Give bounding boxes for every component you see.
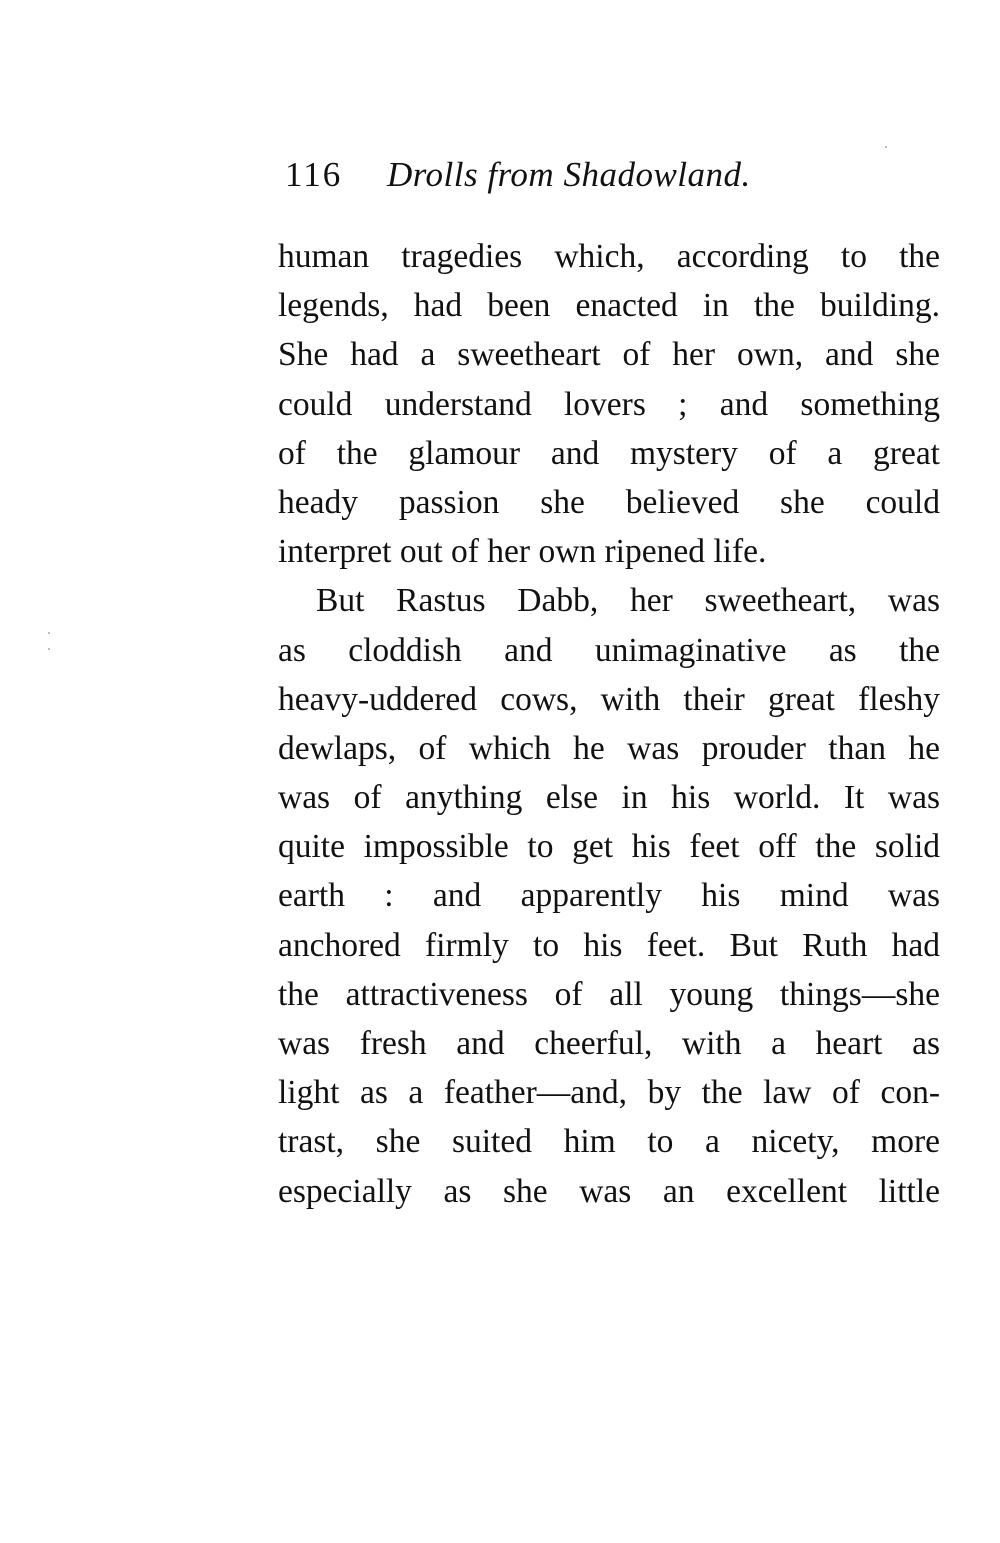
text-line: heavy-uddered cows, with their great fleshy: [278, 680, 940, 718]
text-line: She had a sweetheart of her own, and she: [278, 336, 940, 374]
text-line: anchored firmly to his feet. But Ruth had: [278, 926, 940, 964]
scan-speck: [885, 146, 887, 148]
running-header: [285, 150, 945, 200]
text-line: light as a feather—and, by the law of con-: [278, 1074, 940, 1112]
text-line: dewlaps, of which he was prouder than he: [278, 729, 940, 767]
text-line: especially as she was an excellent little: [278, 1172, 940, 1210]
text-line: earth : and apparently his mind was: [278, 877, 940, 915]
running-title: Drolls from Shadowland.: [386, 155, 751, 194]
text-line: could understand lovers ; and something: [278, 385, 940, 423]
text-line: of the glamour and mystery of a great: [278, 434, 940, 472]
scan-speck: [48, 632, 50, 634]
scan-speck: [48, 648, 50, 650]
text-line: as cloddish and unimaginative as the: [278, 631, 940, 669]
text-line: was fresh and cheerful, with a heart as: [278, 1025, 940, 1062]
text-line: legends, had been enacted in the building.: [278, 287, 940, 325]
body-text: [278, 232, 940, 1216]
text-line: heady passion she believed she could: [278, 483, 940, 521]
text-line: was of anything else in his world. It was: [278, 779, 940, 817]
text-line: trast, she suited him to a nicety, more: [278, 1123, 940, 1161]
text-line: But Rastus Dabb, her sweetheart, was: [316, 582, 940, 620]
text-line: interpret out of her own ripened life.: [278, 533, 767, 571]
text-line: quite impossible to get his feet off the solid: [278, 828, 940, 866]
text-line: the attractiveness of all young things—she: [278, 975, 940, 1013]
page-number: 116: [285, 155, 343, 194]
text-line: human tragedies which, according to the: [278, 238, 940, 275]
